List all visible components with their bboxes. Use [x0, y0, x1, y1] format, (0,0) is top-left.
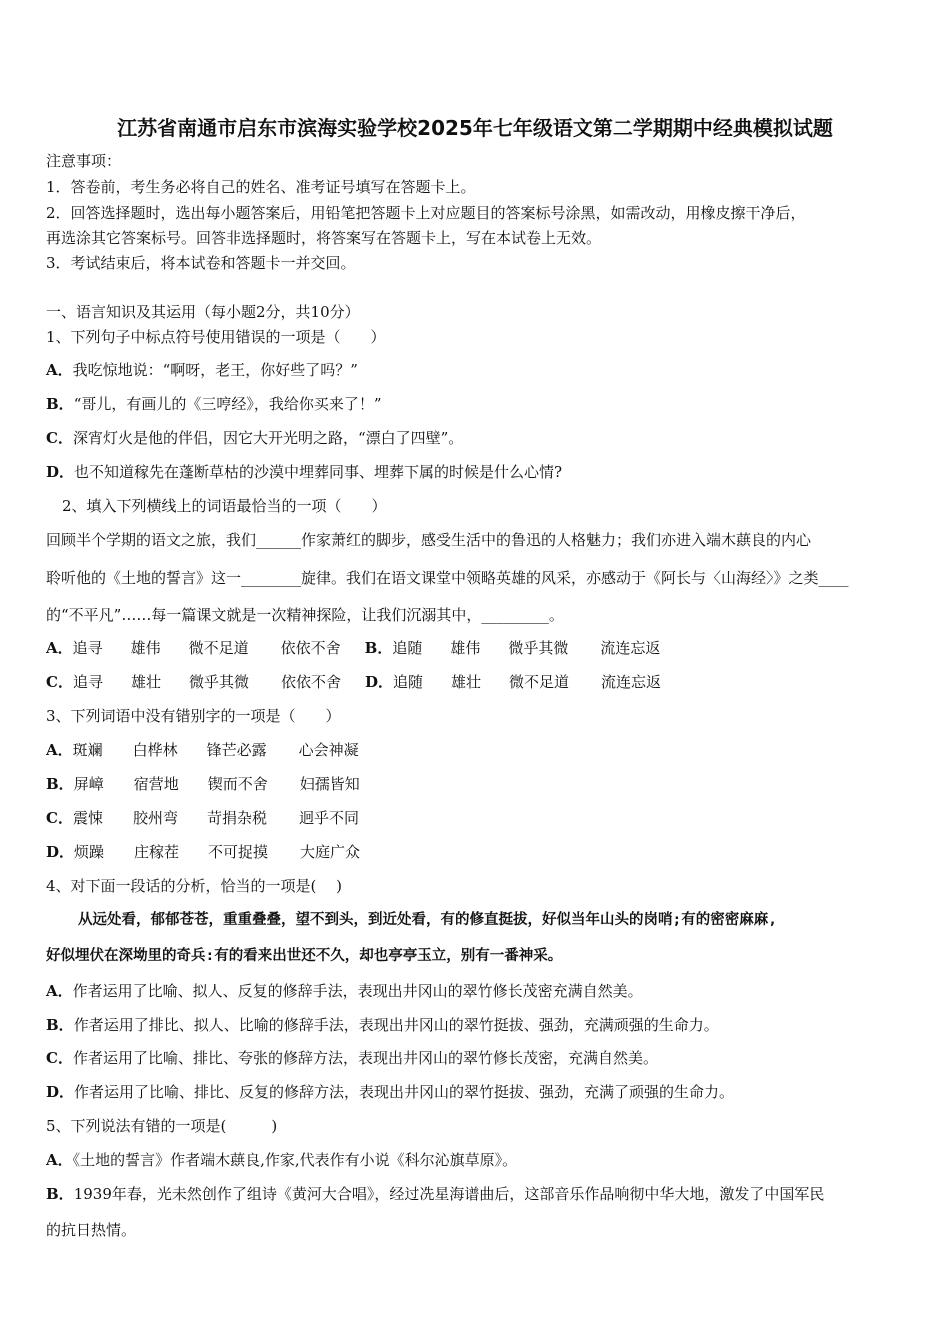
option-word: 微不足道: [508, 673, 569, 691]
option-b: [46, 1184, 824, 1204]
passage-line: 从远处看，郁郁苍苍，重重叠叠，望不到头，到近处看，有的修直挺拔，好似当年山头的岗哨;有的密密麻麻,: [78, 912, 777, 928]
option-word: 微乎其微: [188, 673, 249, 691]
option-word: 微不足道: [188, 639, 249, 657]
option-letter: A．: [46, 741, 73, 759]
option-row: [46, 672, 661, 692]
page-title: 江苏省南通市启东市滨海实验学校2025年七年级语文第二学期期中经典模拟试题: [117, 116, 833, 140]
notice-item: 再选涂其它答案标号。回答非选择题时，将答案写在答题卡上，写在本试卷上无效。: [46, 229, 602, 247]
option-letter: D．: [46, 463, 75, 481]
option-text: 也不知道稼先在蓬断草枯的沙漠中埋葬同事、埋葬下属的时候是什么心情?: [74, 463, 563, 481]
option-text: 作者运用了比喻、排比、夸张的修辞方法，表现出井冈山的翠竹修长茂密，充满自然美。: [72, 1049, 658, 1067]
option-word: 微乎其微: [508, 639, 569, 657]
question-1-stem: 1、下列句子中标点符号使用错误的一项是（ ）: [46, 328, 386, 346]
question-5-stem: 5、下列说法有错的一项是( ): [46, 1117, 278, 1135]
option-letter: D．: [364, 673, 393, 691]
option-letter: D．: [46, 843, 75, 861]
option-letter: C．: [46, 429, 73, 447]
option-a: [46, 360, 358, 380]
notice-heading: 注意事项：: [46, 152, 122, 170]
section-heading: 一、语言知识及其运用（每小题2分，共10分）: [46, 303, 360, 321]
option-word: 追随: [392, 673, 423, 691]
question-3-stem: 3、下列词语中没有错别字的一项是（ ）: [46, 707, 341, 725]
option-word: 白桦林: [132, 741, 178, 759]
notice-item: 3．考试结束后，将本试卷和答题卡一并交回。: [46, 254, 356, 272]
option-letter: A．: [46, 361, 73, 379]
option-word: 庄稼茬: [134, 843, 180, 861]
passage-line: 回顾半个学期的语文之旅，我们______作家萧红的脚步，感受生活中的鲁迅的人格魅力；我们亦进入端木蕻良的内心: [46, 531, 812, 549]
option-text: 1939年春，光未然创作了组诗《黄河大合唱》，经过冼星海谱曲后，这部音乐作品响彻中华大地，激发了中国军民: [73, 1185, 825, 1203]
option-b: [46, 1015, 719, 1035]
option-letter: C．: [46, 1049, 73, 1067]
option-letter: B．: [46, 1185, 74, 1203]
option-a: [46, 1150, 517, 1170]
option-word: 锋芒必露: [206, 741, 267, 759]
option-a: [46, 981, 643, 1001]
option-word: 雄壮: [450, 673, 481, 691]
option-word: 追随: [392, 639, 423, 657]
option-row: [46, 740, 359, 760]
option-word: 心会神凝: [298, 741, 359, 759]
option-word: 流连忘返: [600, 673, 661, 691]
option-word: 雄伟: [130, 639, 161, 657]
option-continuation: 的抗日热情。: [46, 1221, 137, 1239]
option-letter: C．: [46, 673, 73, 691]
option-c: [46, 1048, 658, 1068]
option-letter: B．: [364, 639, 393, 657]
option-word: 依依不舍: [280, 639, 341, 657]
option-word: 锲而不舍: [207, 775, 268, 793]
option-word: 苛捐杂税: [206, 809, 267, 827]
option-text: 深宵灯火是他的伴侣，因它大开光明之路，“漂白了四壁”。: [72, 429, 464, 447]
option-text: “哥儿，有画儿的《三哼经》，我给你买来了！”: [73, 395, 382, 413]
option-word: 追寻: [72, 673, 103, 691]
passage-line: 好似埋伏在深坳里的奇兵:有的看来出世还不久，却也亭亭玉立，别有一番神采。: [46, 948, 563, 964]
option-word: 依依不舍: [280, 673, 341, 691]
option-row: [46, 774, 360, 794]
option-letter: B．: [46, 1016, 74, 1034]
option-letter: D．: [46, 1083, 75, 1101]
notice-item: 2．回答选择题时，选出每小题答案后，用铅笔把答题卡上对应题目的答案标号涂黑，如需改动，用橡皮擦干净后，: [46, 204, 806, 222]
option-c: [46, 428, 463, 448]
question-2-stem: 2、填入下列横线上的词语最恰当的一项（ ）: [62, 497, 387, 515]
passage-line: 聆听他的《土地的誓言》这一________旋律。我们在语文课堂中领略英雄的风采，亦感动于《阿长与〈山海经〉》之类____: [46, 569, 849, 587]
option-word: 屏嶂: [73, 775, 104, 793]
option-text: 我吃惊地说：“啊呀，老王，你好些了吗？”: [72, 361, 358, 379]
option-text: 作者运用了比喻、排比、反复的修辞方法，表现出井冈山的翠竹挺拔、强劲，充满了顽强的生命力。: [74, 1083, 735, 1101]
option-row: [46, 842, 360, 862]
option-text: 《土地的誓言》作者端木蕻良,作家,代表作有小说《科尔沁旗草原》。: [72, 1151, 518, 1169]
option-row: [46, 808, 359, 828]
option-word: 雄壮: [130, 673, 161, 691]
option-letter: A．: [46, 1151, 73, 1169]
option-word: 大庭广众: [300, 843, 361, 861]
option-row: [46, 638, 660, 658]
passage-line: 的“不平凡”……每一篇课文就是一次精神探险，让我们沉溺其中，_________。: [46, 606, 564, 624]
option-letter: B．: [46, 395, 74, 413]
option-d: [46, 462, 562, 482]
option-word: 斑斓: [72, 741, 103, 759]
option-text: 作者运用了排比、拟人、比喻的修辞手法，表现出井冈山的翠竹挺拔、强劲，充满顽强的生命力。: [73, 1016, 719, 1034]
option-word: 震悚: [72, 809, 103, 827]
option-word: 雄伟: [450, 639, 481, 657]
option-letter: A．: [46, 639, 73, 657]
question-4-stem: 4、对下面一段话的分析，恰当的一项是( ): [46, 877, 343, 895]
option-word: 妇孺皆知: [299, 775, 360, 793]
option-word: 烦躁: [74, 843, 105, 861]
option-letter: C．: [46, 809, 73, 827]
option-word: 迥乎不同: [298, 809, 359, 827]
option-word: 宿营地: [133, 775, 179, 793]
option-word: 流连忘返: [600, 639, 661, 657]
option-letter: A．: [46, 982, 73, 1000]
option-word: 追寻: [72, 639, 103, 657]
option-text: 作者运用了比喻、拟人、反复的修辞手法，表现出井冈山的翠竹修长茂密充满自然美。: [72, 982, 643, 1000]
notice-item: 1．答卷前，考生务必将自己的姓名、准考证号填写在答题卡上。: [46, 178, 476, 196]
option-letter: B．: [46, 775, 74, 793]
option-word: 胶州弯: [132, 809, 178, 827]
option-b: [46, 394, 382, 414]
option-word: 不可捉摸: [208, 843, 269, 861]
option-d: [46, 1082, 734, 1102]
